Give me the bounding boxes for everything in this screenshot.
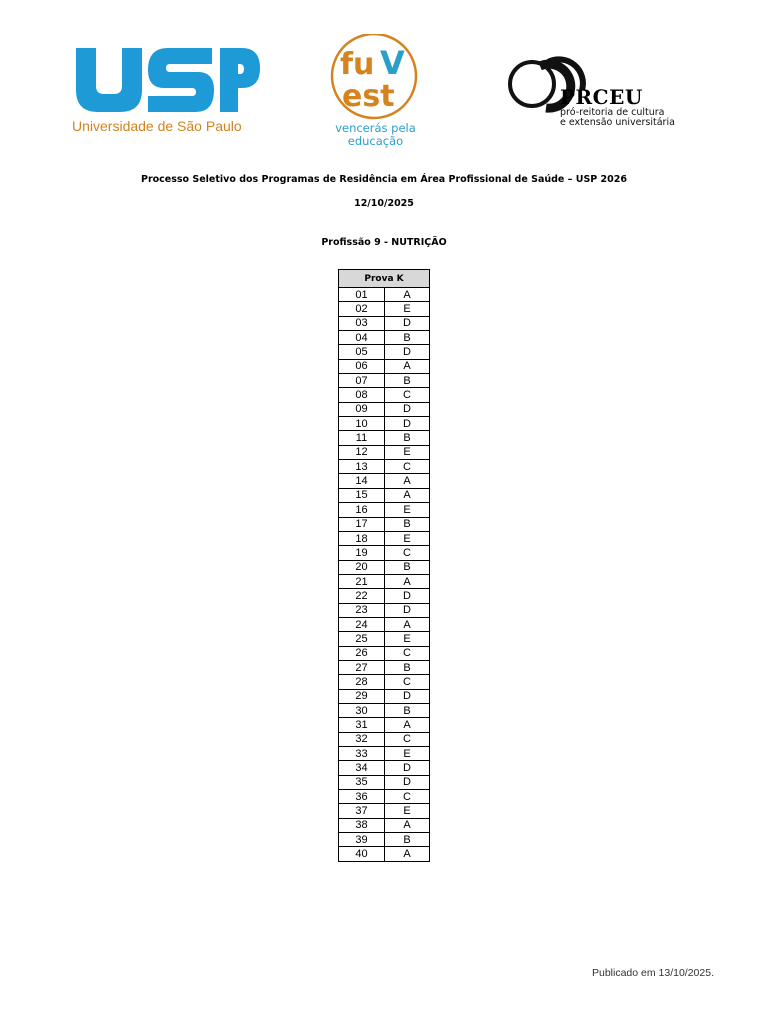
answer-letter: C [385, 675, 430, 689]
question-number: 38 [339, 818, 385, 832]
document-title: Processo Seletivo dos Programas de Residência em Área Profissional de Saúde – USP 2026 [141, 174, 627, 185]
answer-row [339, 345, 430, 359]
answer-letter: B [385, 374, 430, 388]
question-number: 18 [339, 531, 385, 545]
answer-letter: D [385, 417, 430, 431]
answer-letter: A [385, 474, 430, 488]
question-number: 39 [339, 833, 385, 847]
answer-letter: C [385, 790, 430, 804]
fuvest-caption [318, 122, 433, 148]
answer-row [339, 675, 430, 689]
answer-row [339, 288, 430, 302]
answer-letter: D [385, 589, 430, 603]
answer-letter: B [385, 331, 430, 345]
answer-letter: E [385, 302, 430, 316]
answer-row [339, 804, 430, 818]
question-number: 32 [339, 732, 385, 746]
answer-row [339, 775, 430, 789]
answer-key-header: Prova K [339, 270, 430, 288]
prceu-text-block [560, 86, 675, 128]
profession-heading: Profissão 9 - NUTRIÇÃO [321, 237, 447, 248]
question-number: 33 [339, 747, 385, 761]
question-number: 02 [339, 302, 385, 316]
answer-letter: D [385, 689, 430, 703]
question-number: 14 [339, 474, 385, 488]
question-number: 13 [339, 460, 385, 474]
fuvest-fu-text: fu [340, 47, 375, 82]
answer-letter: B [385, 517, 430, 531]
question-number: 03 [339, 316, 385, 330]
question-number: 37 [339, 804, 385, 818]
answer-row [339, 359, 430, 373]
answer-letter: E [385, 632, 430, 646]
question-number: 40 [339, 847, 385, 861]
prceu-name: PRCEU [560, 85, 643, 109]
question-number: 17 [339, 517, 385, 531]
answer-letter: D [385, 316, 430, 330]
question-number: 04 [339, 331, 385, 345]
answer-row [339, 445, 430, 459]
question-number: 25 [339, 632, 385, 646]
question-number: 19 [339, 546, 385, 560]
question-number: 31 [339, 718, 385, 732]
answer-letter: C [385, 460, 430, 474]
answer-key-header-row [339, 270, 430, 288]
question-number: 21 [339, 574, 385, 588]
answer-letter: C [385, 546, 430, 560]
answer-letter: B [385, 833, 430, 847]
fuvest-caption-line2: educação [347, 134, 404, 148]
answer-key-table [338, 269, 430, 862]
answer-row [339, 331, 430, 345]
question-number: 24 [339, 617, 385, 631]
answer-letter: C [385, 646, 430, 660]
answer-row [339, 718, 430, 732]
answer-letter: A [385, 617, 430, 631]
question-number: 26 [339, 646, 385, 660]
answer-row [339, 417, 430, 431]
answer-row [339, 517, 430, 531]
question-number: 34 [339, 761, 385, 775]
answer-row [339, 790, 430, 804]
answer-row [339, 460, 430, 474]
usp-caption: Universidade de São Paulo [72, 118, 242, 134]
answer-row [339, 574, 430, 588]
answer-row [339, 302, 430, 316]
answer-row [339, 847, 430, 861]
question-number: 11 [339, 431, 385, 445]
question-number: 15 [339, 488, 385, 502]
question-number: 06 [339, 359, 385, 373]
fuvest-caption-line1: vencerás pela [335, 121, 416, 135]
question-number: 36 [339, 790, 385, 804]
answer-row [339, 689, 430, 703]
answer-letter: B [385, 560, 430, 574]
answer-letter: C [385, 388, 430, 402]
answer-row [339, 660, 430, 674]
answer-row [339, 589, 430, 603]
fuvest-logo [328, 34, 424, 154]
question-number: 16 [339, 503, 385, 517]
answer-letter: D [385, 345, 430, 359]
answer-letter: E [385, 503, 430, 517]
question-number: 08 [339, 388, 385, 402]
answer-row [339, 531, 430, 545]
answer-letter: A [385, 574, 430, 588]
answer-row [339, 732, 430, 746]
answer-letter: B [385, 660, 430, 674]
answer-letter: A [385, 718, 430, 732]
question-number: 05 [339, 345, 385, 359]
answer-row [339, 617, 430, 631]
answer-row [339, 316, 430, 330]
answer-letter: E [385, 747, 430, 761]
prceu-sub-line2: e extensão universitária [560, 117, 675, 128]
answer-row [339, 388, 430, 402]
answer-letter: A [385, 818, 430, 832]
question-number: 30 [339, 703, 385, 717]
answer-key-body [339, 288, 430, 862]
question-number: 12 [339, 445, 385, 459]
question-number: 23 [339, 603, 385, 617]
answer-row [339, 818, 430, 832]
question-number: 28 [339, 675, 385, 689]
prceu-logo [508, 56, 698, 136]
question-number: 29 [339, 689, 385, 703]
exam-date: 12/10/2025 [354, 198, 414, 209]
answer-row [339, 833, 430, 847]
question-number: 20 [339, 560, 385, 574]
fuvest-v-text: V [380, 44, 405, 82]
answer-letter: D [385, 761, 430, 775]
answer-row [339, 474, 430, 488]
question-number: 10 [339, 417, 385, 431]
usp-letters-logo [72, 42, 262, 118]
question-number: 09 [339, 402, 385, 416]
answer-letter: B [385, 431, 430, 445]
answer-row [339, 560, 430, 574]
answer-row [339, 632, 430, 646]
answer-letter: D [385, 603, 430, 617]
answer-letter: E [385, 531, 430, 545]
answer-row [339, 603, 430, 617]
prceu-sub-line1: pró-reitoria de cultura [560, 107, 665, 118]
answer-letter: E [385, 804, 430, 818]
answer-letter: C [385, 732, 430, 746]
fuvest-est-text: est [342, 79, 395, 114]
answer-letter: B [385, 703, 430, 717]
answer-letter: A [385, 847, 430, 861]
answer-letter: A [385, 359, 430, 373]
question-number: 22 [339, 589, 385, 603]
question-number: 01 [339, 288, 385, 302]
answer-letter: A [385, 288, 430, 302]
answer-row [339, 646, 430, 660]
answer-row [339, 546, 430, 560]
fuvest-circle-logo [328, 34, 424, 124]
answer-letter: D [385, 402, 430, 416]
answer-row [339, 703, 430, 717]
published-date: Publicado em 13/10/2025. [591, 967, 714, 979]
answer-row [339, 761, 430, 775]
answer-letter: A [385, 488, 430, 502]
answer-row [339, 402, 430, 416]
question-number: 07 [339, 374, 385, 388]
answer-letter: D [385, 775, 430, 789]
answer-row [339, 747, 430, 761]
answer-letter: E [385, 445, 430, 459]
usp-logo [72, 42, 262, 142]
answer-row [339, 488, 430, 502]
answer-row [339, 374, 430, 388]
answer-row [339, 431, 430, 445]
question-number: 27 [339, 660, 385, 674]
answer-row [339, 503, 430, 517]
question-number: 35 [339, 775, 385, 789]
